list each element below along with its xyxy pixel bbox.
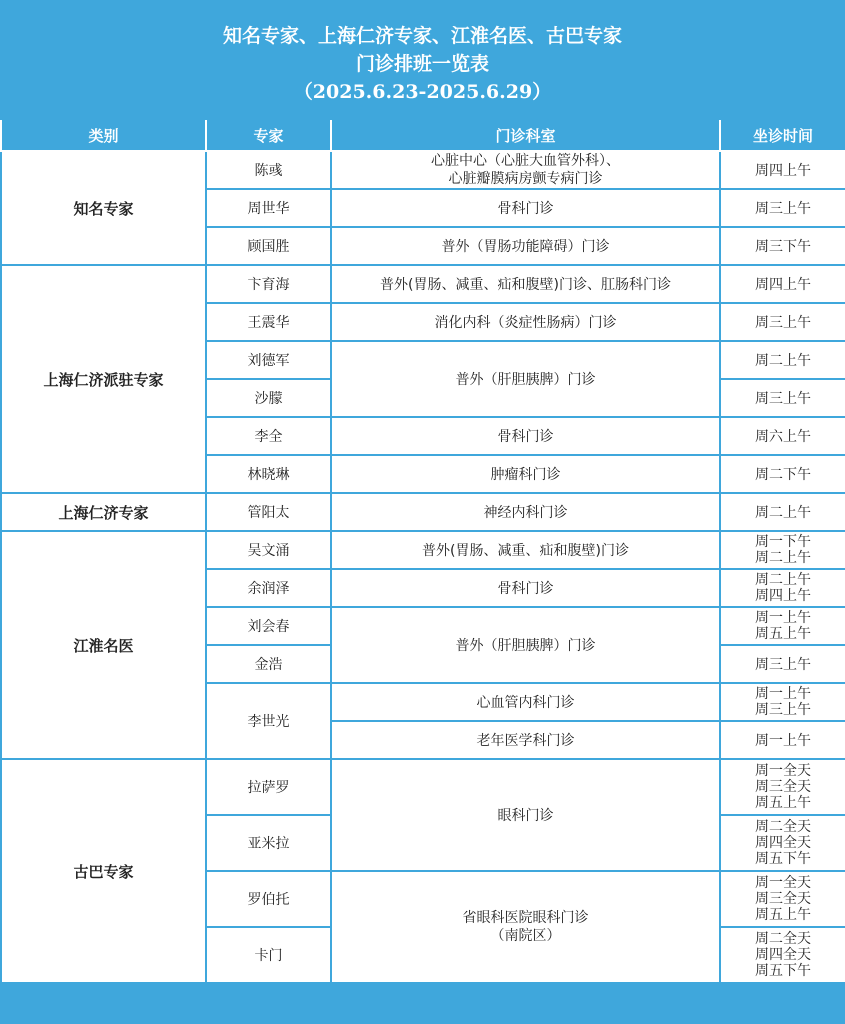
table-row <box>1 759 845 815</box>
department-cell: 骨科门诊 <box>331 189 720 227</box>
department-line: （南院区） <box>490 928 561 944</box>
expert-name: 李全 <box>206 417 331 455</box>
expert-name: 余润泽 <box>206 569 331 607</box>
expert-name: 卞育海 <box>206 265 331 303</box>
table-header-row <box>1 120 845 151</box>
time-cell <box>720 683 845 721</box>
expert-name: 沙朦 <box>206 379 331 417</box>
time-line: 周五上午 <box>755 907 811 923</box>
expert-name: 林晓琳 <box>206 455 331 493</box>
time-line: 周三上午 <box>755 702 811 718</box>
department-line: 心脏中心（心脏大血管外科）、 <box>431 153 620 169</box>
time-cell: 周四上午 <box>720 151 845 189</box>
table-row <box>1 493 845 531</box>
time-cell <box>720 607 845 645</box>
time-cell <box>720 871 845 927</box>
department-cell: 眼科门诊 <box>331 759 720 871</box>
expert-name: 李世光 <box>206 683 331 759</box>
category-cell: 知名专家 <box>1 151 206 265</box>
time-cell: 周三上午 <box>720 303 845 341</box>
expert-name: 刘会春 <box>206 607 331 645</box>
time-line: 周二上午 <box>755 572 811 588</box>
time-line: 周一全天 <box>755 875 811 891</box>
header-date-range: （2025.6.23-2025.6.29） <box>293 81 552 103</box>
expert-name: 吴文涌 <box>206 531 331 569</box>
time-cell: 周三上午 <box>720 379 845 417</box>
time-line: 周五下午 <box>755 963 811 979</box>
time-line: 周二上午 <box>755 550 811 566</box>
time-line: 周五下午 <box>755 851 811 867</box>
department-cell: 骨科门诊 <box>331 417 720 455</box>
time-line: 周四全天 <box>755 947 811 963</box>
time-cell <box>720 531 845 569</box>
time-cell: 周三上午 <box>720 189 845 227</box>
time-line: 周一上午 <box>755 610 811 626</box>
department-cell: 普外（胃肠功能障碍）门诊 <box>331 227 720 265</box>
department-cell <box>331 151 720 189</box>
department-cell: 老年医学科门诊 <box>331 721 720 759</box>
expert-name: 刘德军 <box>206 341 331 379</box>
page-header <box>0 0 845 120</box>
time-line: 周二全天 <box>755 819 811 835</box>
table-row <box>1 151 845 189</box>
header-title-line1: 知名专家、上海仁济专家、江淮名医、古巴专家 <box>222 25 622 47</box>
department-line: 心脏瓣膜病房颤专病门诊 <box>448 171 603 187</box>
department-cell: 消化内科（炎症性肠病）门诊 <box>331 303 720 341</box>
expert-name: 管阳太 <box>206 493 331 531</box>
time-line: 周四全天 <box>755 835 811 851</box>
department-cell: 骨科门诊 <box>331 569 720 607</box>
time-line: 周二全天 <box>755 931 811 947</box>
table-row <box>1 531 845 569</box>
time-line: 周三全天 <box>755 891 811 907</box>
category-cell: 上海仁济专家 <box>1 493 206 531</box>
column-header-expert: 专家 <box>206 120 331 151</box>
table-row <box>1 265 845 303</box>
header-title-line2: 门诊排班一览表 <box>355 53 489 75</box>
time-line: 周一全天 <box>755 763 811 779</box>
department-cell: 神经内科门诊 <box>331 493 720 531</box>
department-cell <box>331 871 720 983</box>
time-cell <box>720 759 845 815</box>
time-cell: 周二下午 <box>720 455 845 493</box>
department-cell: 心血管内科门诊 <box>331 683 720 721</box>
department-cell: 普外(胃肠、减重、疝和腹壁)门诊、肛肠科门诊 <box>331 265 720 303</box>
time-line: 周五上午 <box>755 626 811 642</box>
time-cell: 周三上午 <box>720 645 845 683</box>
expert-name: 顾国胜 <box>206 227 331 265</box>
time-line: 周一上午 <box>755 686 811 702</box>
category-cell: 古巴专家 <box>1 759 206 983</box>
time-line: 周五上午 <box>755 795 811 811</box>
time-line: 周三全天 <box>755 779 811 795</box>
time-cell: 周一上午 <box>720 721 845 759</box>
category-cell: 江淮名医 <box>1 531 206 759</box>
department-cell: 普外（肝胆胰脾）门诊 <box>331 341 720 417</box>
time-cell: 周四上午 <box>720 265 845 303</box>
time-cell: 周三下午 <box>720 227 845 265</box>
department-line: 省眼科医院眼科门诊 <box>462 910 589 926</box>
time-cell <box>720 569 845 607</box>
category-cell: 上海仁济派驻专家 <box>1 265 206 493</box>
time-cell: 周二上午 <box>720 341 845 379</box>
expert-name: 王震华 <box>206 303 331 341</box>
schedule-table <box>0 120 845 984</box>
column-header-department: 门诊科室 <box>331 120 720 151</box>
expert-name: 亚米拉 <box>206 815 331 871</box>
department-cell: 肿瘤科门诊 <box>331 455 720 493</box>
time-cell <box>720 927 845 983</box>
time-line: 周一下午 <box>755 534 811 550</box>
department-cell: 普外(胃肠、减重、疝和腹壁)门诊 <box>331 531 720 569</box>
time-cell <box>720 815 845 871</box>
department-cell: 普外（肝胆胰脾）门诊 <box>331 607 720 683</box>
column-header-time: 坐诊时间 <box>720 120 845 151</box>
expert-name: 陈彧 <box>206 151 331 189</box>
expert-name: 卡门 <box>206 927 331 983</box>
time-cell: 周六上午 <box>720 417 845 455</box>
expert-name: 周世华 <box>206 189 331 227</box>
column-header-category: 类别 <box>1 120 206 151</box>
expert-name: 金浩 <box>206 645 331 683</box>
time-cell: 周二上午 <box>720 493 845 531</box>
expert-name: 拉萨罗 <box>206 759 331 815</box>
time-line: 周四上午 <box>755 588 811 604</box>
expert-name: 罗伯托 <box>206 871 331 927</box>
